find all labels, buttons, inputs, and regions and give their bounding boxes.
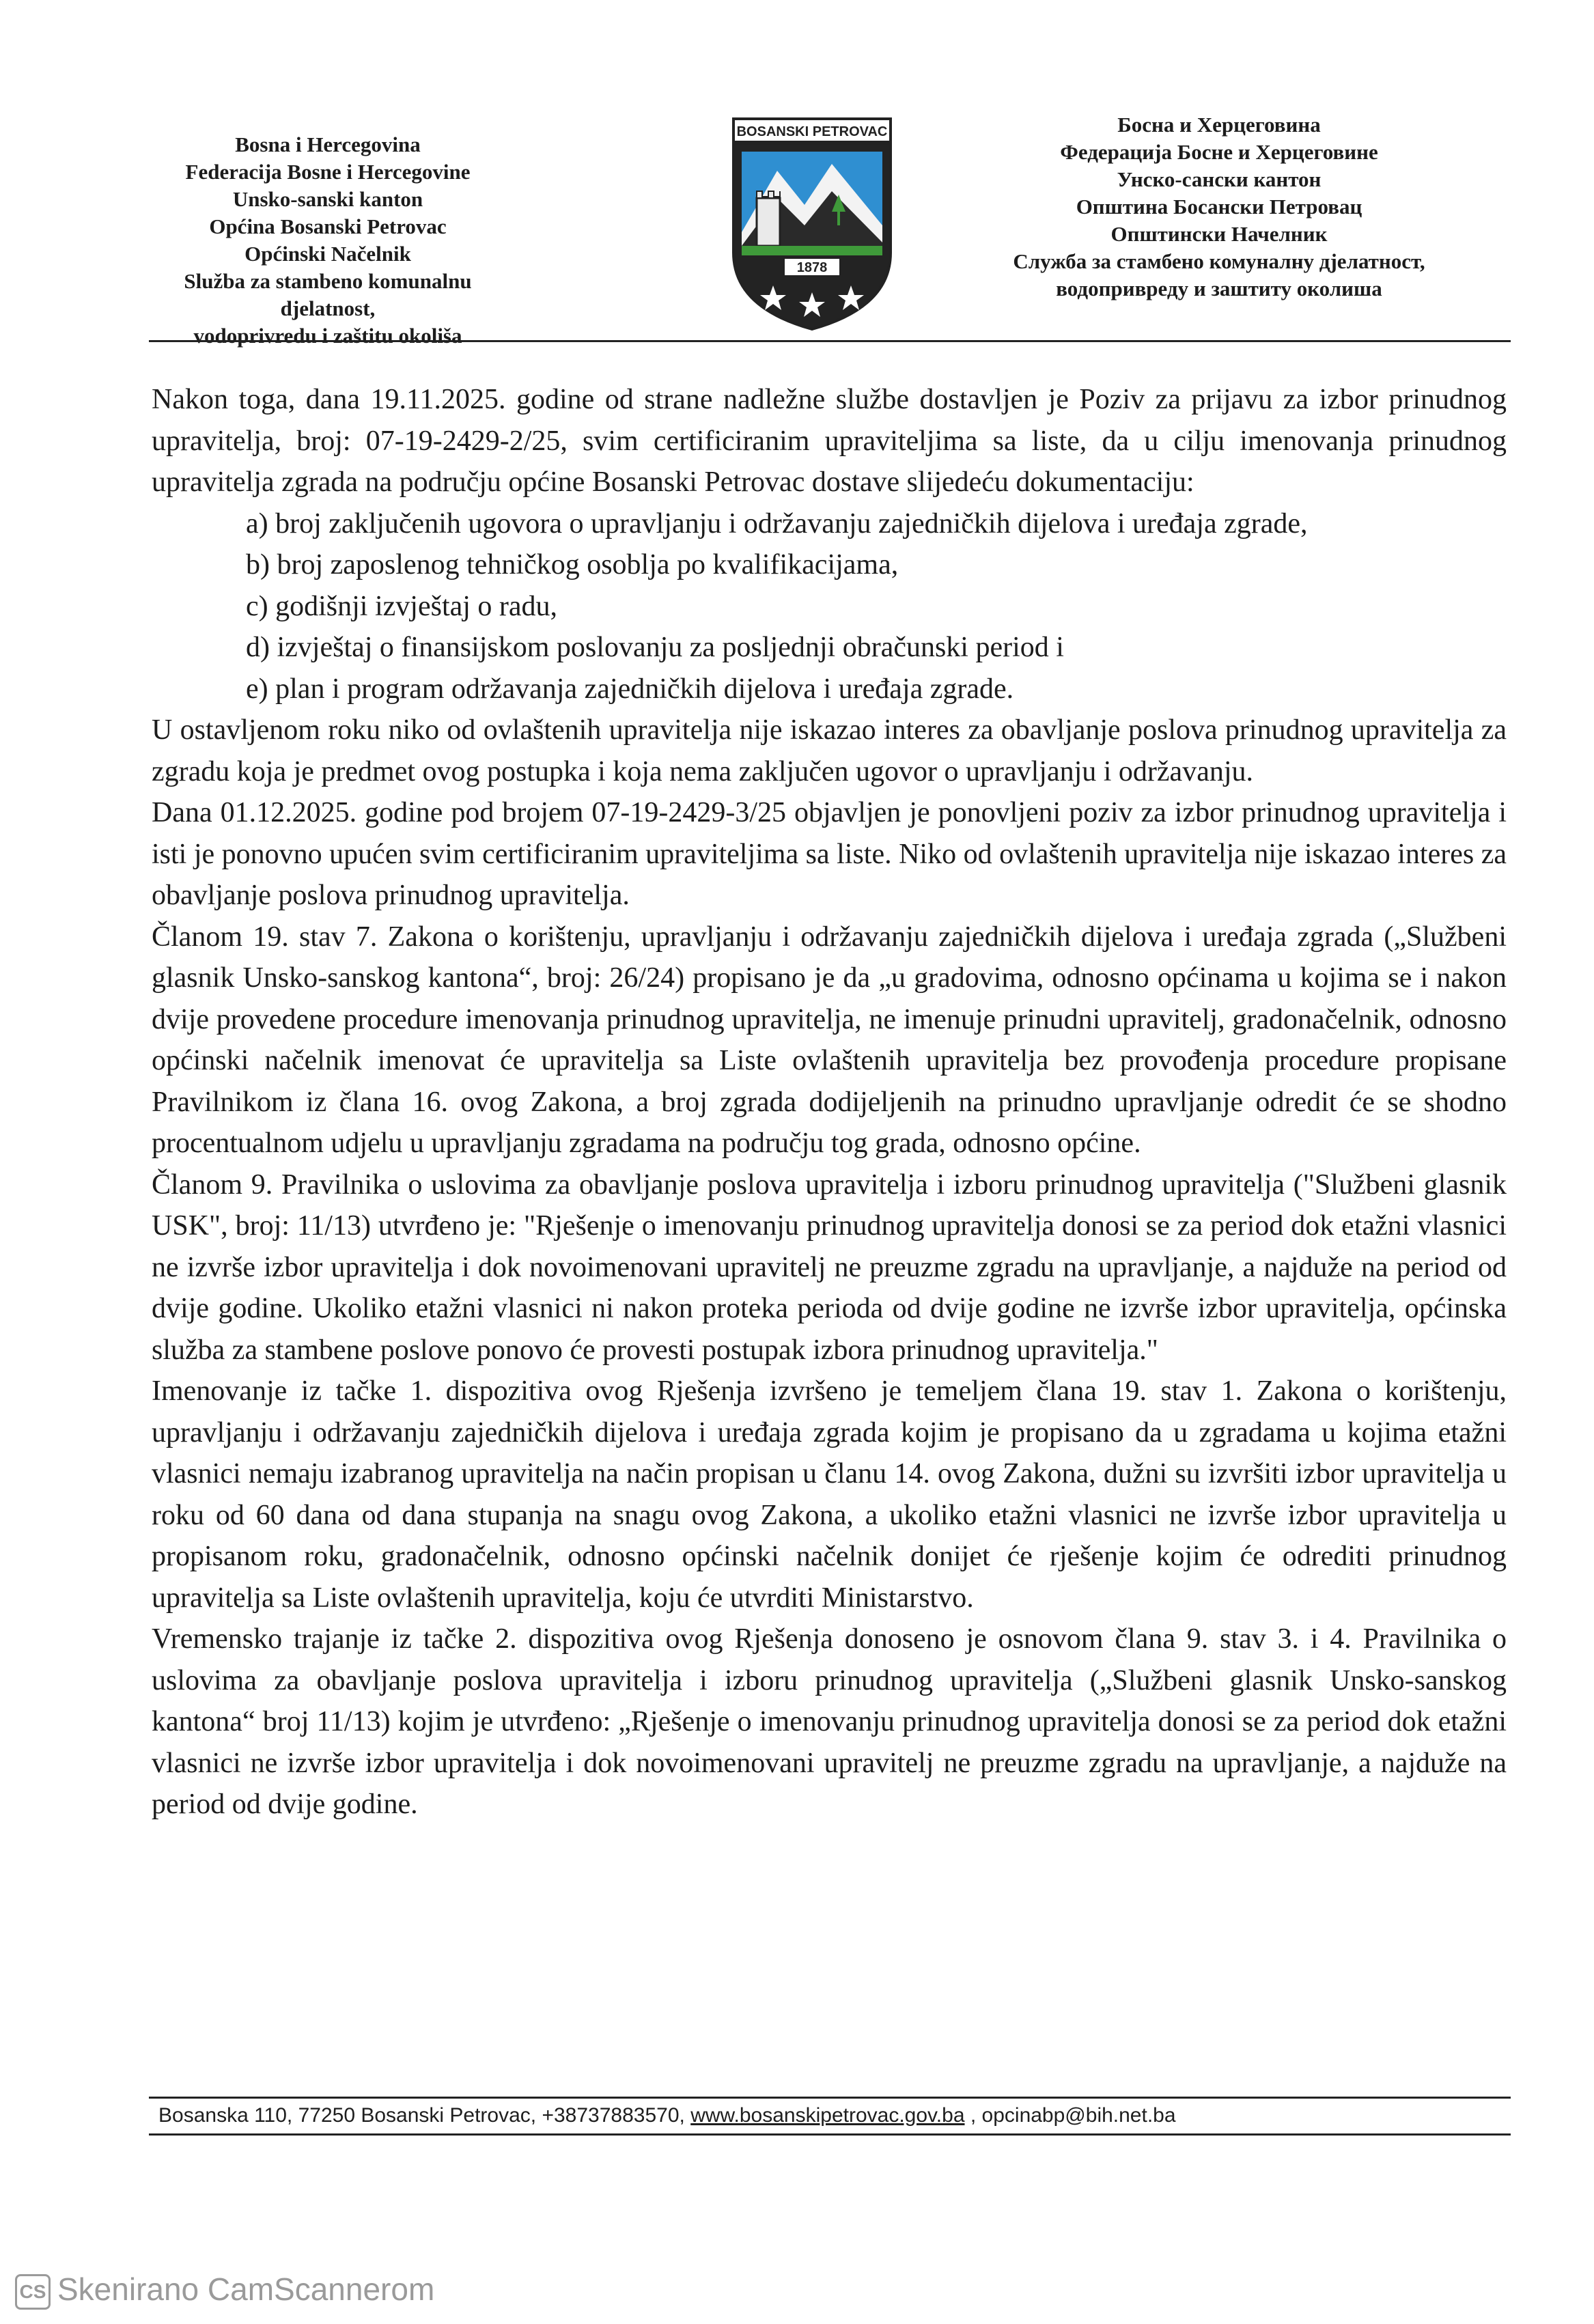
- header-latin: [137, 131, 519, 350]
- footer-address: Bosanska 110, 77250 Bosanski Petrovac, +38737883570,: [158, 2104, 691, 2127]
- footer-separator: ,: [964, 2104, 982, 2127]
- document-body: [152, 379, 1507, 1825]
- header-line: Босна и Херцеговина: [1117, 113, 1321, 137]
- footer-email[interactable]: opcinabp@bih.net.ba: [981, 2104, 1176, 2127]
- list-item: a) broj zaključenih ugovora o upravljanju i održavanju zajedničkih dijelova i uređaja zgrade,: [246, 507, 1308, 540]
- header-line: Unsko-sanski kanton: [232, 187, 423, 211]
- paragraph: Nakon toga, dana 19.11.2025. godine od strane nadležne službe dostavljen je Poziv za prijavu za izbor prinudnog upravitelja, broj: 07-19-2429-2/25, svim certificiranim upraviteljima sa liste, da u cilju imenovanja prinudnog upravitelja zgrada na području općine Bosanski Petrovac dostave slijedeću dokumentaciju:: [152, 384, 1507, 498]
- paragraph: Članom 9. Pravilnika o uslovima za obavljanje poslova upravitelja i izboru prinudnog upravitelja ("Službeni glasnik USK", broj: 11/13) utvrđeno je: "Rješenje o imenovanju prinudnog upravitelja donosi se za period dok etažni vlasnici ne izvrše izbor upravitelja i dok novoimenovani upravitelj ne preuzme zgradu na upravljanje, a najduže na period od dvije godine. Ukoliko etažni vlasnici ni nakon proteka perioda od dvije godine ne izvrše izbor upravitelja, općinska služba za stambene poslove ponovo će provesti postupak izbora prinudnog upravitelja.": [152, 1168, 1507, 1366]
- footer-contact: [158, 2102, 1497, 2129]
- header-line: Općinski Načelnik: [244, 242, 411, 266]
- header-divider: [149, 340, 1511, 342]
- paragraph: Dana 01.12.2025. godine pod brojem 07-19-2429-3/25 objavljen je ponovljeni poziv za izbor prinudnog upravitelja i isti je ponovno upućen svim certificiranim upraviteljima sa liste. Niko od ovlaštenih upravitelja nije iskazao interes za obavljanje poslova prinudnog upravitelja.: [152, 797, 1507, 911]
- required-documents-list: [152, 503, 1507, 710]
- header-line: vodoprivredu i zaštitu okoliša: [193, 324, 462, 348]
- header-line: Општина Босански Петровац: [1076, 195, 1362, 219]
- camscanner-logo-icon: CS: [15, 2274, 51, 2310]
- header-line: Federacija Bosne i Hercegovine: [185, 160, 471, 184]
- watermark-text: Skenirano CamScannerom: [57, 2271, 435, 2307]
- footer-website-link[interactable]: www.bosanskipetrovac.gov.ba: [690, 2104, 965, 2127]
- header-line: Općina Bosanski Petrovac: [209, 214, 447, 238]
- header-line: Služba za stambeno komunalnu djelatnost,: [184, 269, 472, 320]
- header-line: Унско-сански кантон: [1117, 167, 1322, 191]
- paragraph: Vremensko trajanje iz tačke 2. dispozitiva ovog Rješenja donoseno je osnovom člana 9. stav 3. i 4. Pravilnika o uslovima za obavljanje poslova upravitelja i izboru prinudnog upravitelja („Službeni glasnik Unsko-sanskog kantona“ broj 11/13) kojim je utvrđeno: „Rješenje o imenovanju prinudnog upravitelja donosi se za period dok etažni vlasnici ne izvrše izbor upravitelja i dok novoimenovani upravitelj ne preuzme zgradu na upravljanje, a najduže na period od dvije godine.: [152, 1623, 1507, 1820]
- header-line: водопривреду и заштиту околиша: [1056, 277, 1382, 300]
- list-item: e) plan i program održavanja zajedničkih dijelova i uređaja zgrade.: [246, 673, 1014, 705]
- header-line: Служба за стамбено комуналну дјелатност,: [1013, 249, 1425, 273]
- paragraph: Članom 19. stav 7. Zakona o korištenju, upravljanju i održavanju zajedničkih dijelova i uređaja zgrada („Službeni glasnik Unsko-sanskog kantona“, broj: 26/24) propisano je da „u gradovima, odnosno općinama u kojima se i nakon dvije provedene procedure imenovanja prinudnog upravitelja, ne imenuje prinudni upravitelj, gradonačelnik, odnosno općinski načelnik imenovat će upravitelja sa Liste ovlaštenih upravitelja bez provođenja procedure propisane Pravilnikom iz člana 16. ovog Zakona, a broj zgrada dodijeljenih na prinudno upravljanje odredit će se shodno procentualnom udjelu u upravljanju zgradama na području tog grada, odnosno općine.: [152, 921, 1507, 1159]
- header-line: Федерација Босне и Херцеговине: [1060, 140, 1378, 164]
- scanner-watermark: [15, 2270, 434, 2310]
- paragraph: U ostavljenom roku niko od ovlaštenih upravitelja nije iskazao interes za obavljanje poslova prinudnog upravitelja za zgradu koja je predmet ovog postupka i koja nema zaključen ugovor o upravljanju i održavanju.: [152, 714, 1507, 787]
- paragraph: Imenovanje iz tačke 1. dispozitiva ovog Rješenja izvršeno je temeljem člana 19. stav 1. Zakona o korištenju, upravljanju i održavanju zajedničkih dijelova i uređaja zgrada kojim je propisano da u zgradama u kojima etažni vlasnici nemaju izabranog upravitelja na način propisan u članu 14. ovog Zakona, dužni su izvršiti izbor upravitelja u roku od 60 dana od dana stupanja na snagu ovog Zakona, a ukoliko etažni vlasnici ne izvrše izbor upravitelja u propisanom roku, gradonačelnik, odnosno općinski načelnik donijet će rješenje kojim će odrediti prinudnog upravitelja sa Liste ovlaštenih upravitelja, koju će utvrditi Ministarstvo.: [152, 1375, 1507, 1614]
- footer-divider-top: [149, 2097, 1511, 2099]
- list-item: c) godišnji izvještaj o radu,: [246, 590, 558, 622]
- crest-year: 1878: [796, 260, 828, 275]
- footer-divider-bottom: [149, 2133, 1511, 2136]
- crest-banner: BOSANSKI PETROVAC: [736, 124, 888, 139]
- header-cyrillic: [936, 111, 1502, 303]
- list-item: d) izvještaj o finansijskom poslovanju za posljednji obračunski period i: [246, 632, 1064, 663]
- header-line: Bosna i Hercegovina: [235, 132, 421, 156]
- list-item: b) broj zaposlenog tehničkog osoblja po kvalifikacijama,: [246, 549, 899, 580]
- header-line: Општински Начелник: [1110, 222, 1328, 246]
- municipality-crest: [729, 116, 895, 332]
